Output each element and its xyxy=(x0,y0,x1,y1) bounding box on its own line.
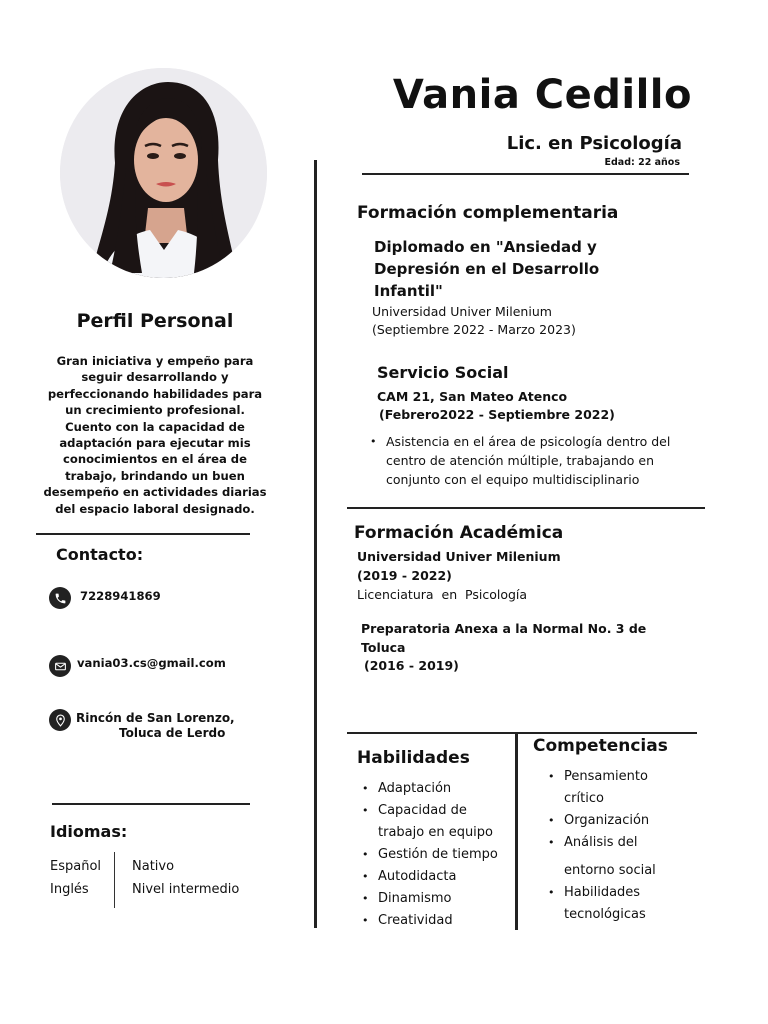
email-address[interactable]: vania03.cs@gmail.com xyxy=(77,656,226,670)
list-item: • Asistencia en el área de psicología dentro del centro de atención múltiple, trabajando en conjunto con el equipo multidisciplinario xyxy=(365,432,695,489)
skills-divider xyxy=(515,732,518,930)
idiomas-title: Idiomas: xyxy=(50,822,128,841)
list-item: • Gestión de tiempo xyxy=(357,844,512,866)
diplomado-institution: Universidad Univer Milenium xyxy=(372,304,552,319)
profile-photo-illustration xyxy=(60,68,267,278)
address-line2: Toluca de Lerdo xyxy=(119,726,226,740)
servicio-dates: (Febrero2022 - Septiembre 2022) xyxy=(379,407,615,422)
diplomado-title xyxy=(374,236,674,302)
competencias-list xyxy=(543,766,693,926)
skills-rule xyxy=(347,732,697,734)
header-rule xyxy=(362,173,689,175)
uni-dates: (2019 - 2022) xyxy=(357,568,452,583)
degree-title: Lic. en Psicología xyxy=(506,133,682,154)
habilidades-title: Habilidades xyxy=(357,748,470,768)
diplomado-line2: Depresión en el Desarrollo xyxy=(374,260,600,278)
language-name: Español xyxy=(50,859,102,874)
language-level: Nativo xyxy=(132,859,175,874)
prepa-dates: (2016 - 2019) xyxy=(364,658,459,673)
list-item: crítico xyxy=(564,791,604,806)
age-label: Edad: 22 años xyxy=(604,157,680,168)
prepa-line1: Preparatoria Anexa a la Normal No. 3 de xyxy=(361,621,647,636)
perfil-text: Gran iniciativa y empeño para seguir desarrollando y perfeccionando habilidades para un crecimiento profesional. Cuento con la capacidad de adaptación para ejecutar mis conocimientos en el área de trabajo, brindando un buen desempeño en actividades diarias del espacio laboral designado. xyxy=(43,354,267,516)
address-line1: Rincón de San Lorenzo, xyxy=(76,711,235,725)
list-item: trabajo en equipo xyxy=(378,825,494,840)
list-item: • Habilidades xyxy=(543,882,693,904)
servicio-social-title: Servicio Social xyxy=(377,363,509,382)
idiomas-separator xyxy=(114,852,115,908)
list-item: • Autodidacta xyxy=(357,866,512,888)
language-name: Inglés xyxy=(50,882,89,897)
list-item: entorno social xyxy=(564,863,656,878)
list-item: • Pensamiento xyxy=(543,766,693,788)
language-level: Nivel intermedio xyxy=(132,882,240,897)
candidate-name: Vania Cedillo xyxy=(392,72,692,118)
uni-name: Universidad Univer Milenium xyxy=(357,549,561,564)
list-item: • Capacidad de xyxy=(357,800,512,822)
academica-rule xyxy=(347,507,705,509)
servicio-place: CAM 21, San Mateo Atenco xyxy=(377,389,568,404)
servicio-bullets xyxy=(365,432,695,489)
list-item: tecnológicas xyxy=(564,907,646,922)
idiomas-levels xyxy=(132,855,239,901)
profile-photo xyxy=(60,68,267,278)
competencias-title: Competencias xyxy=(533,736,668,756)
idiomas-languages xyxy=(50,855,101,901)
formacion-complementaria-title: Formación complementaria xyxy=(357,203,619,223)
diplomado-line3: Infantil" xyxy=(374,282,443,300)
diplomado-line1: Diplomado en "Ansiedad y xyxy=(374,238,597,256)
habilidades-list xyxy=(357,778,512,932)
list-item: • Creatividad xyxy=(357,910,512,932)
formacion-academica-title: Formación Académica xyxy=(354,523,564,543)
address xyxy=(76,711,256,741)
list-item: • Dinamismo xyxy=(357,888,512,910)
diplomado-dates: (Septiembre 2022 - Marzo 2023) xyxy=(372,322,576,337)
uni-degree: Licenciatura en Psicología xyxy=(357,587,528,602)
location-pin-icon xyxy=(49,709,71,731)
idiomas-rule xyxy=(52,803,250,805)
perfil-title: Perfil Personal xyxy=(76,310,234,332)
phone-icon xyxy=(49,587,71,609)
list-item: • Adaptación xyxy=(357,778,512,800)
contacto-title: Contacto: xyxy=(56,545,144,564)
phone-number[interactable]: 7228941869 xyxy=(80,589,161,603)
envelope-icon xyxy=(49,655,71,677)
list-item: • Análisis del xyxy=(543,832,693,854)
prepa-line2: Toluca xyxy=(361,640,406,655)
contacto-rule xyxy=(36,533,250,535)
list-item: • Organización xyxy=(543,810,693,832)
column-divider xyxy=(314,160,317,928)
